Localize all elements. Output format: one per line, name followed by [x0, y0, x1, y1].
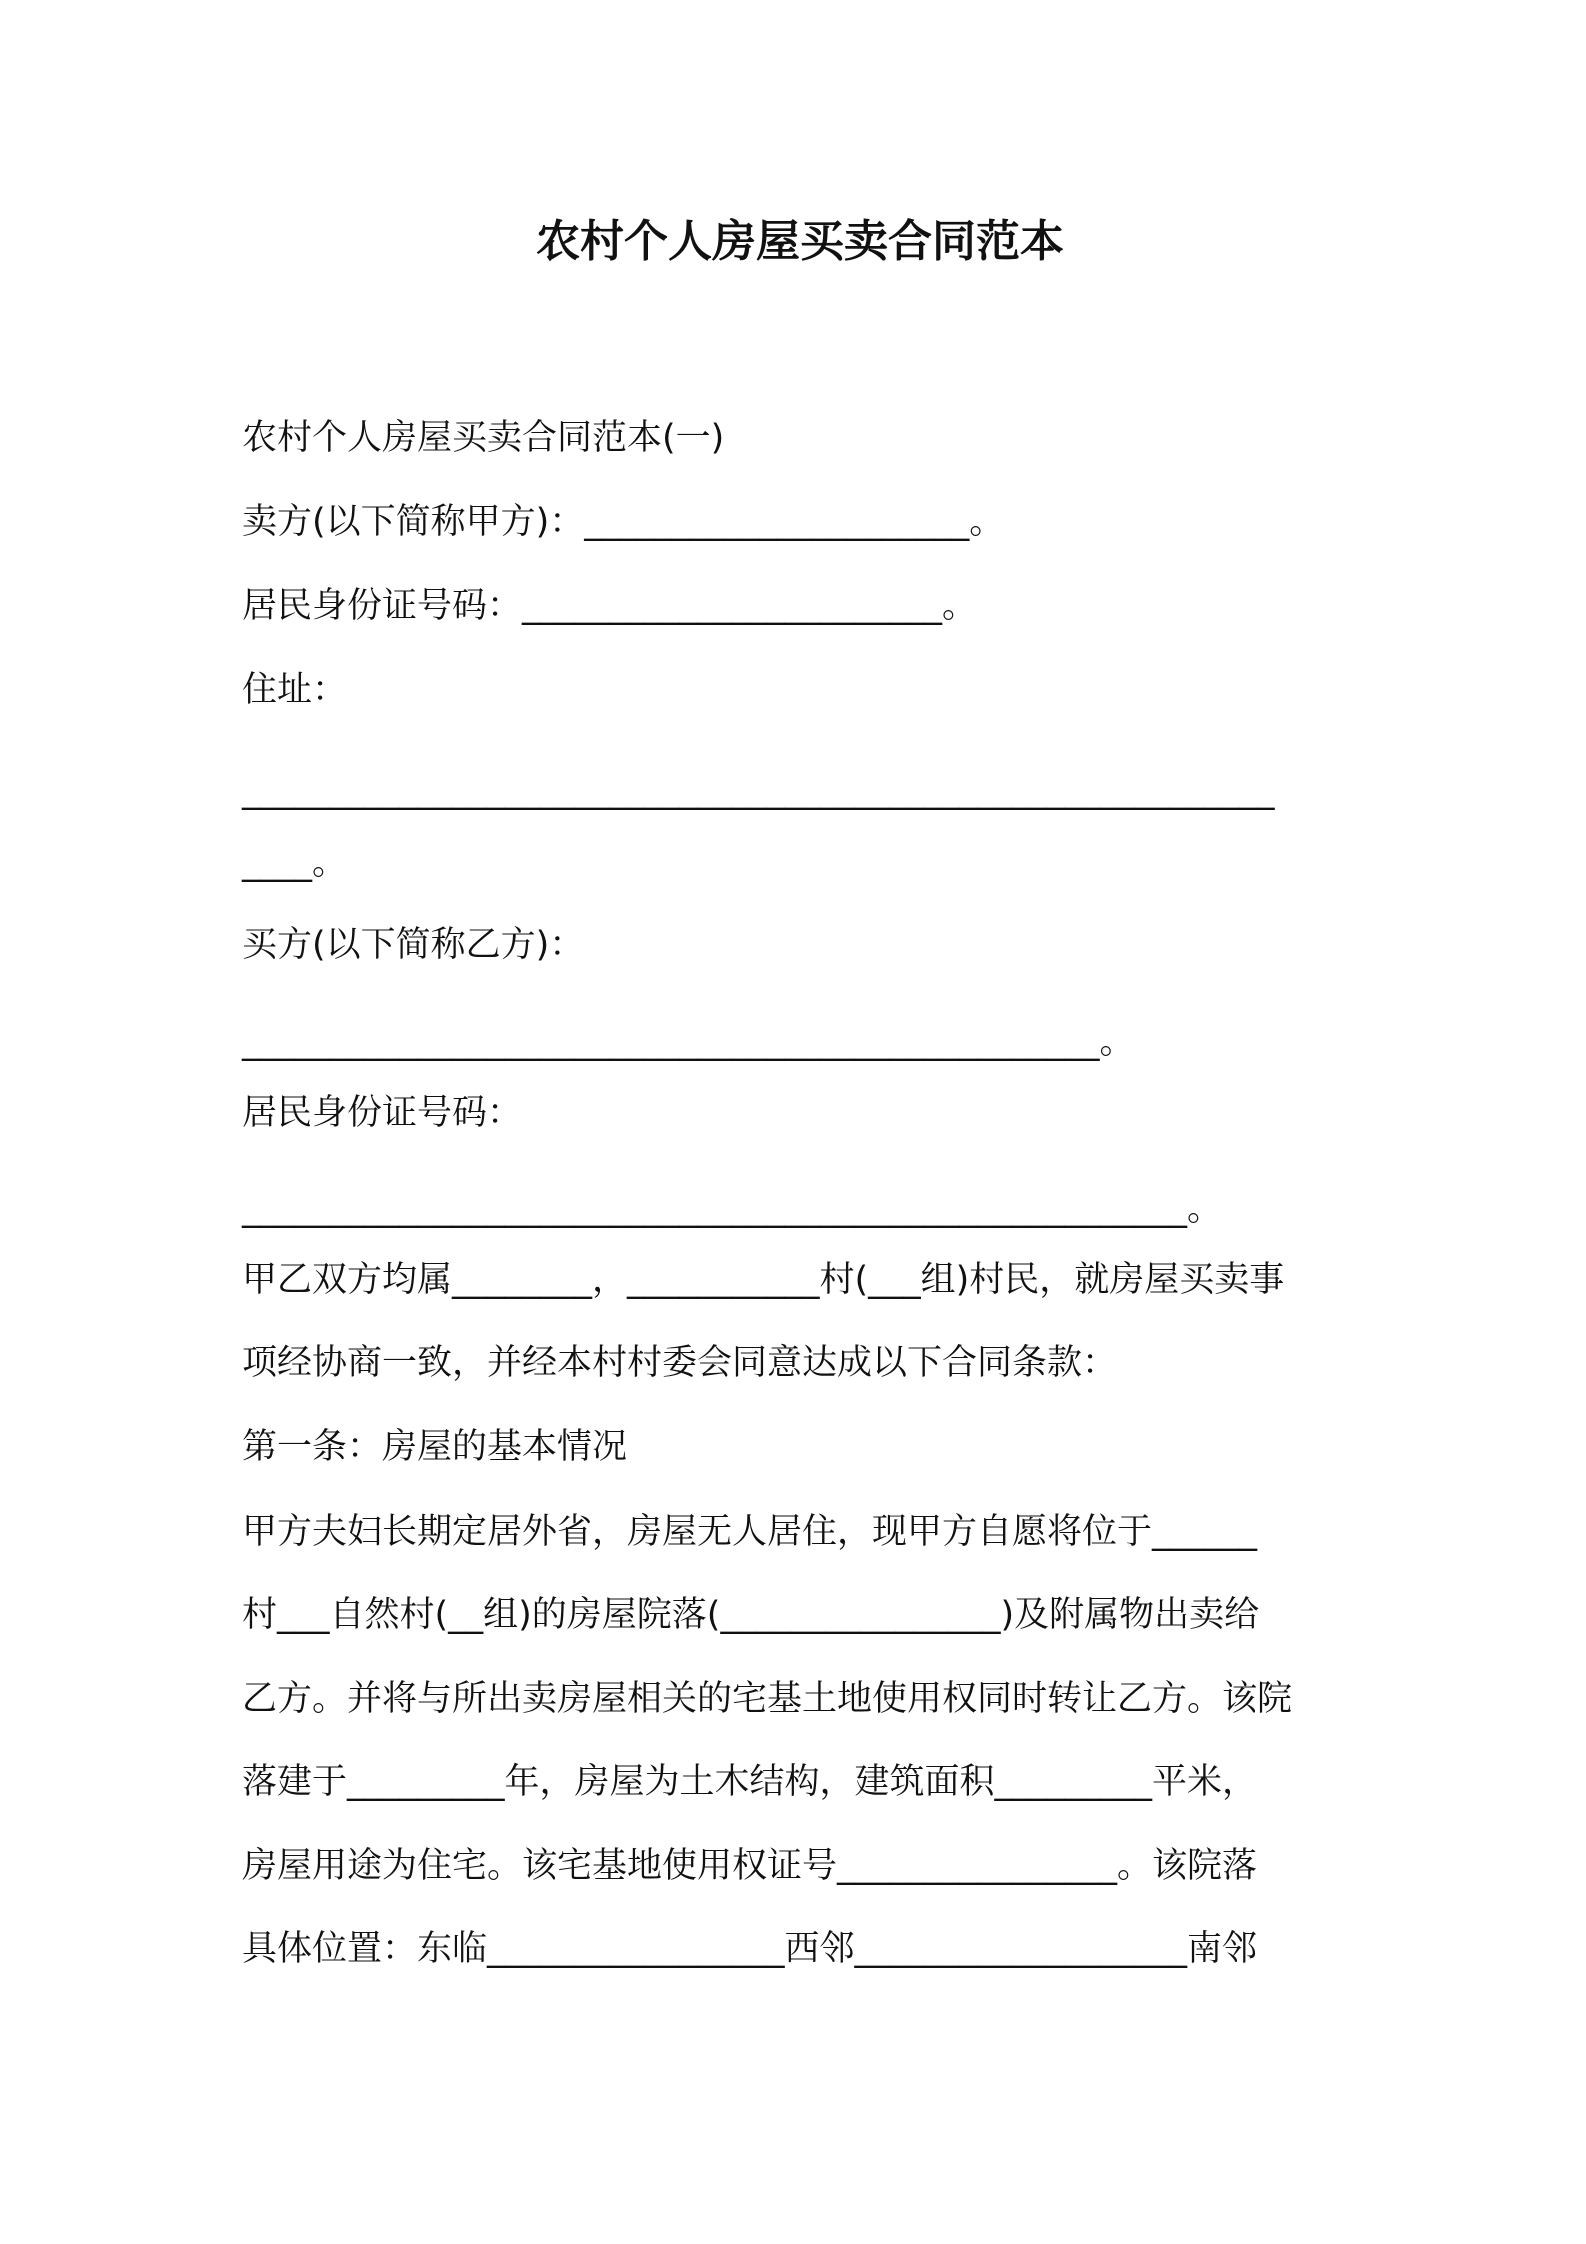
article-one-heading: 第一条：房屋的基本情况	[242, 1427, 628, 1467]
paragraph-line: 村___自然村(__组)的房屋院落(________________)及附属物出卖给	[242, 1595, 1260, 1635]
buyer-blank: _________________________________________________。	[242, 1022, 1135, 1062]
seller-line: 卖方(以下简称甲方)：______________________。	[242, 502, 1005, 542]
seller-id-line: 居民身份证号码：________________________。	[242, 586, 978, 626]
paragraph-line: 甲乙双方均属________，___________村(___组)村民，就房屋买卖事	[242, 1260, 1285, 1300]
paragraph-line: 落建于_________年，房屋为土木结构，建筑面积_________平米，	[242, 1762, 1258, 1802]
section-heading: 农村个人房屋买卖合同范本(一)	[242, 418, 725, 458]
document-title: 农村个人房屋买卖合同范本	[536, 216, 1064, 267]
seller-address-blank: ___________________________________________________________	[242, 771, 1275, 811]
paragraph-line: 乙方。并将与所出卖房屋相关的宅基土地使用权同时转让乙方。该院	[242, 1679, 1293, 1719]
buyer-id-label: 居民身份证号码：	[242, 1093, 523, 1133]
paragraph-line: 房屋用途为住宅。该宅基地使用权证号________________。该院落	[242, 1846, 1258, 1886]
paragraph-line: 项经协商一致，并经本村村委会同意达成以下合同条款：	[242, 1343, 1118, 1383]
paragraph-line: 具体位置：东临_________________西邻___________________南邻	[242, 1929, 1258, 1969]
paragraph-line: 甲方夫妇长期定居外省，房屋无人居住，现甲方自愿将位于______	[242, 1512, 1258, 1552]
seller-address-label: 住址：	[242, 670, 348, 710]
seller-address-blank-end: ____。	[242, 843, 348, 883]
buyer-id-blank: ______________________________________________________。	[242, 1189, 1223, 1229]
buyer-line: 买方(以下简称乙方)：	[242, 925, 585, 965]
